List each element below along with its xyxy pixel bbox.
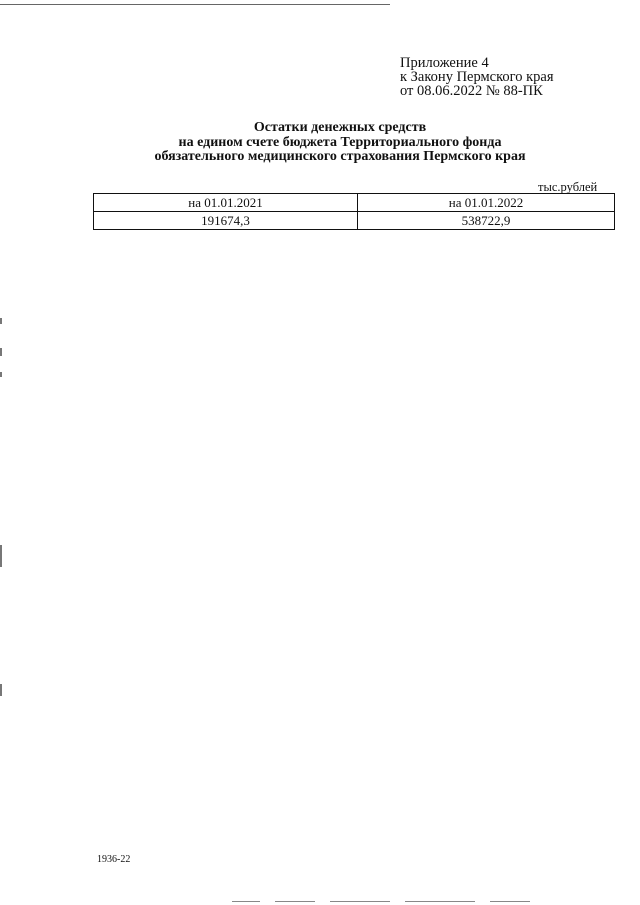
table-row [94,212,615,230]
scan-edge-mark [0,318,2,324]
title-line-3: обязательного медицинского страхования Пермского края [154,149,526,164]
scan-bottom-mark [330,901,390,902]
scan-edge-mark [0,372,2,377]
scan-bottom-mark [232,901,260,902]
document-title [120,121,560,165]
balance-table [93,193,615,230]
scan-bottom-mark [405,901,475,902]
scan-bottom-mark [275,901,315,902]
title-line-2: на едином счете бюджета Территориального фонда [178,134,502,150]
table-header-row [94,194,615,212]
title-line-1: Остатки денежных средств [253,120,427,135]
header-cell-2022: на 01.01.2022 [358,194,615,212]
appendix-date-number: от 08.06.2022 № 88-ПК [400,83,543,99]
scan-bottom-mark [490,901,530,902]
scan-edge-mark [0,684,2,696]
appendix-law: к Закону Пермского края [400,69,554,85]
value-cell-2022: 538722,9 [358,212,615,230]
units-label: тыс.рублей [538,180,598,194]
scan-edge-mark [0,545,2,567]
appendix-number: Приложение 4 [400,55,489,71]
scan-top-rule [0,4,390,5]
value-cell-2021: 191674,3 [94,212,358,230]
appendix-header [400,56,554,98]
document-code: 1936-22 [97,854,131,865]
header-cell-2021: на 01.01.2021 [94,194,358,212]
scan-edge-mark [0,348,2,356]
